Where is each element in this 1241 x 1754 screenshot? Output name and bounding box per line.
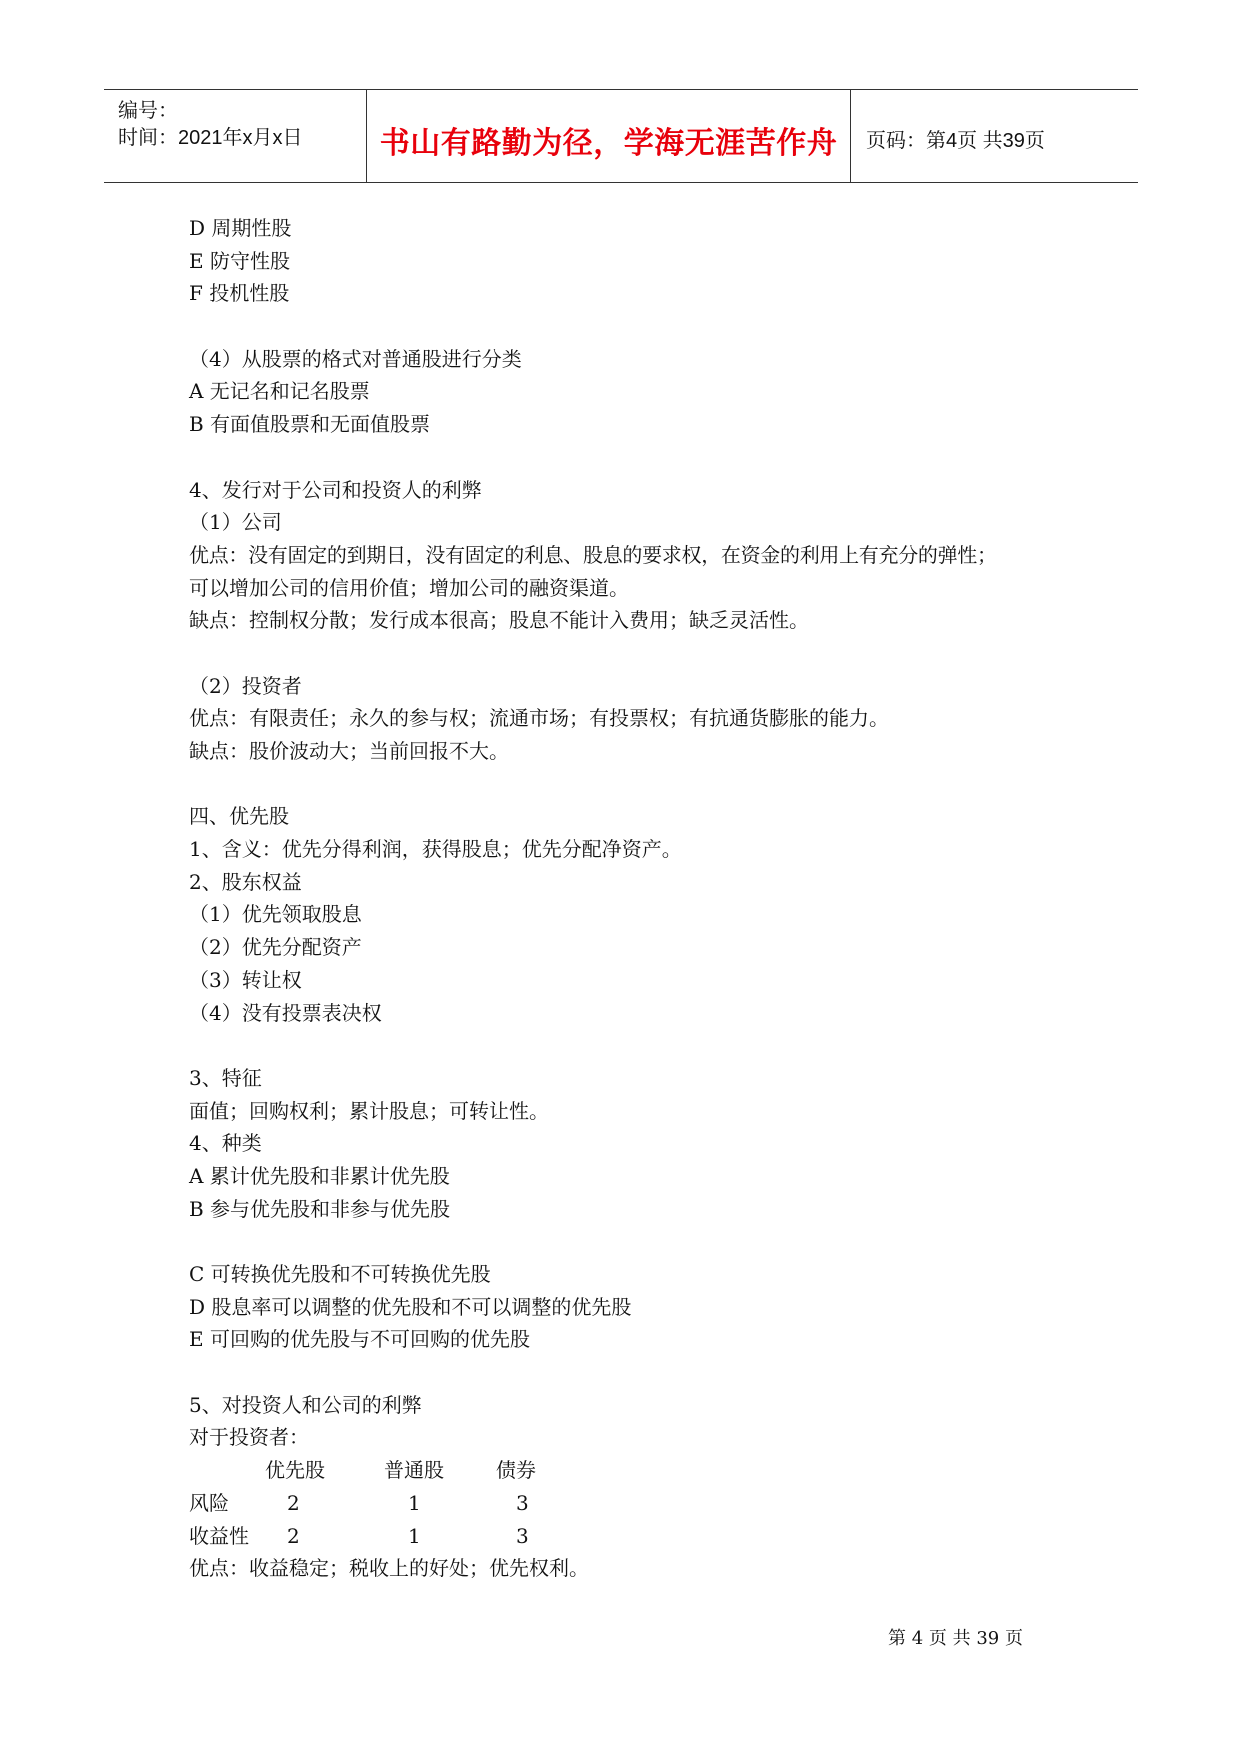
text-line: E 可回购的优先股与不可回购的优先股 <box>189 1327 530 1352</box>
page-label: 页码：第4页 共39页 <box>866 130 1045 152</box>
section-heading: 四、优先股 <box>189 804 289 829</box>
text-line: B 参与优先股和非参与优先股 <box>189 1196 451 1221</box>
table-cell: 3 <box>516 1490 529 1515</box>
text-line: C 可转换优先股和不可转换优先股 <box>189 1262 491 1286</box>
text-line: 可以增加公司的信用价值；增加公司的融资渠道。 <box>189 575 629 600</box>
motto: 书山有路勤为径，学海无涯苦作舟 <box>379 126 838 161</box>
section-heading: 4、发行对于公司和投资人的利弊 <box>189 477 482 502</box>
text-line: （1）公司 <box>189 510 282 535</box>
table-row-label: 收益性 <box>189 1523 249 1548</box>
text-line: A 累计优先股和非累计优先股 <box>189 1163 450 1188</box>
number-label: 编号： <box>118 100 178 122</box>
table-cell: 3 <box>516 1523 529 1548</box>
table-row <box>189 1520 1069 1553</box>
table-cell: 2 <box>287 1523 300 1548</box>
table-cell: 1 <box>408 1490 421 1515</box>
document-body <box>189 212 1069 1585</box>
table-header-cell: 普通股 <box>384 1458 444 1483</box>
section-heading: （4）从股票的格式对普通股进行分类 <box>189 346 522 371</box>
text-line: （1）优先领取股息 <box>189 902 362 927</box>
text-line: E 防守性股 <box>189 248 290 273</box>
text-line: 对于投资者： <box>189 1425 309 1450</box>
text-line: （2）投资者 <box>189 673 302 698</box>
table-row <box>189 1487 1069 1520</box>
text-line: B 有面值股票和无面值股票 <box>189 412 431 437</box>
text-line: F 投机性股 <box>189 281 290 306</box>
table-row-label: 风险 <box>189 1490 229 1515</box>
table-header-cell: 债券 <box>496 1458 536 1483</box>
text-line: A 无记名和记名股票 <box>189 379 370 404</box>
text-line: D 周期性股 <box>189 216 292 240</box>
text-line: 面值；回购权利；累计股息；可转让性。 <box>189 1098 549 1123</box>
header-meta-cell <box>104 90 367 182</box>
page-header <box>104 89 1138 183</box>
comparison-table-header <box>189 1454 1069 1487</box>
text-line: 缺点：股价波动大；当前回报不大。 <box>189 739 509 763</box>
header-page-cell <box>852 90 1138 182</box>
header-motto-cell <box>367 90 851 182</box>
section-heading: 4、种类 <box>189 1131 262 1156</box>
text-line: （2）优先分配资产 <box>189 935 362 960</box>
text-line: 优点：收益稳定；税收上的好处；优先权利。 <box>189 1556 589 1581</box>
text-line: （4）没有投票表决权 <box>189 1000 382 1025</box>
text-line: 1、含义：优先分得利润，获得股息；优先分配净资产。 <box>189 837 682 862</box>
text-line: 优点：有限责任；永久的参与权；流通市场；有投票权；有抗通货膨胀的能力。 <box>189 706 889 731</box>
page-footer: 第 4 页 共 39 页 <box>888 1628 1023 1649</box>
section-heading: 5、对投资人和公司的利弊 <box>189 1392 422 1417</box>
text-line: 缺点：控制权分散；发行成本很高；股息不能计入费用；缺乏灵活性。 <box>189 608 809 633</box>
table-cell: 2 <box>287 1490 300 1515</box>
text-line: 优点：没有固定的到期日，没有固定的利息、股息的要求权，在资金的利用上有充分的弹性； <box>189 542 997 567</box>
time-label: 时间：2021年x月x日 <box>118 127 303 149</box>
table-header-cell: 优先股 <box>265 1458 325 1483</box>
section-heading: 3、特征 <box>189 1065 262 1090</box>
text-line: 2、股东权益 <box>189 869 302 894</box>
table-cell: 1 <box>408 1523 421 1548</box>
text-line: （3）转让权 <box>189 967 302 992</box>
text-line: D 股息率可以调整的优先股和不可以调整的优先股 <box>189 1294 632 1319</box>
